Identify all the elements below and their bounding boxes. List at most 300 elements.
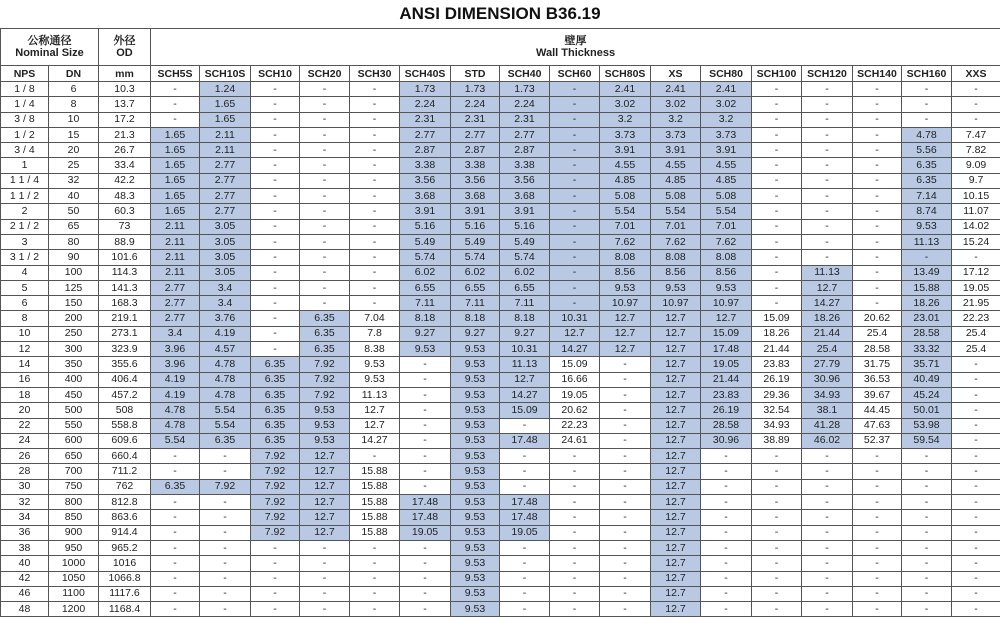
- table-cell: -: [701, 586, 752, 601]
- table-cell: -: [251, 540, 300, 555]
- table-cell: -: [752, 479, 802, 494]
- table-cell: -: [853, 479, 902, 494]
- table-cell: 20: [49, 143, 99, 158]
- table-row: [1, 433, 1000, 448]
- table-cell: 7.82: [952, 143, 1000, 158]
- table-cell: 9.53: [350, 372, 400, 387]
- table-row: [1, 234, 1000, 249]
- table-cell: -: [550, 556, 600, 571]
- table-cell: -: [752, 556, 802, 571]
- table-cell: -: [802, 510, 853, 525]
- table-cell: 9.53: [400, 342, 451, 357]
- table-cell: 2.77: [151, 280, 200, 295]
- table-row: [1, 296, 1000, 311]
- table-cell: 10.3: [99, 82, 151, 97]
- table-cell: -: [853, 234, 902, 249]
- table-row: [1, 586, 1000, 601]
- table-cell: -: [500, 449, 550, 464]
- table-cell: 22.23: [952, 311, 1000, 326]
- table-cell: -: [752, 464, 802, 479]
- table-cell: 40.49: [902, 372, 952, 387]
- table-cell: 12.7: [300, 464, 350, 479]
- table-cell: -: [400, 479, 451, 494]
- table-cell: -: [802, 143, 853, 158]
- table-cell: 6.35: [902, 158, 952, 173]
- table-cell: -: [300, 540, 350, 555]
- table-cell: 7.01: [701, 219, 752, 234]
- table-cell: 6.35: [151, 479, 200, 494]
- table-cell: -: [251, 82, 300, 97]
- table-cell: -: [752, 158, 802, 173]
- table-cell: 12.7: [300, 449, 350, 464]
- table-cell: 6.35: [300, 342, 350, 357]
- table-cell: -: [752, 586, 802, 601]
- table-cell: 1066.8: [99, 571, 151, 586]
- table-cell: -: [350, 280, 400, 295]
- table-cell: 10.31: [550, 311, 600, 326]
- table-cell: 500: [49, 403, 99, 418]
- table-cell: -: [952, 556, 1000, 571]
- table-cell: 5.08: [701, 189, 752, 204]
- table-cell: -: [251, 556, 300, 571]
- table-cell: -: [902, 112, 952, 127]
- table-cell: -: [752, 280, 802, 295]
- table-cell: -: [752, 495, 802, 510]
- table-cell: -: [251, 219, 300, 234]
- table-cell: 26.7: [99, 143, 151, 158]
- table-cell: 9.53: [300, 433, 350, 448]
- table-cell: 9.53: [651, 280, 701, 295]
- table-cell: 1.24: [200, 82, 251, 97]
- table-cell: 23.83: [752, 357, 802, 372]
- table-cell: -: [300, 158, 350, 173]
- nominal-size-zh: 公称通径: [27, 35, 72, 47]
- table-cell: 5.54: [200, 418, 251, 433]
- table-cell: -: [350, 234, 400, 249]
- table-cell: 812.8: [99, 495, 151, 510]
- table-cell: -: [251, 280, 300, 295]
- table-cell: -: [300, 602, 350, 617]
- table-cell: 3.76: [200, 311, 251, 326]
- table-cell: -: [350, 204, 400, 219]
- table-row: [1, 510, 1000, 525]
- table-cell: -: [300, 189, 350, 204]
- table-cell: -: [350, 127, 400, 142]
- table-cell: -: [902, 495, 952, 510]
- table-cell: 4.78: [200, 372, 251, 387]
- table-cell: 9.53: [451, 540, 500, 555]
- table-cell: 12.7: [300, 525, 350, 540]
- table-cell: 3.2: [600, 112, 651, 127]
- table-cell: -: [251, 143, 300, 158]
- table-row: [1, 112, 1000, 127]
- table-cell: 7.92: [251, 449, 300, 464]
- table-cell: -: [300, 204, 350, 219]
- column-header-sch140: SCH140: [853, 66, 902, 82]
- table-cell: 11.13: [902, 234, 952, 249]
- table-cell: 7.92: [251, 525, 300, 540]
- table-cell: -: [752, 189, 802, 204]
- table-row: [1, 311, 1000, 326]
- table-cell: -: [200, 495, 251, 510]
- table-cell: -: [251, 204, 300, 219]
- table-cell: 19.05: [550, 387, 600, 402]
- table-cell: -: [350, 143, 400, 158]
- table-cell: 2.77: [200, 189, 251, 204]
- table-cell: 4.85: [651, 173, 701, 188]
- table-cell: 4.78: [902, 127, 952, 142]
- table-cell: 31.75: [853, 357, 902, 372]
- table-cell: 3.05: [200, 265, 251, 280]
- nominal-size-header: [1, 29, 99, 66]
- table-cell: -: [300, 586, 350, 601]
- table-cell: -: [251, 158, 300, 173]
- table-cell: -: [701, 495, 752, 510]
- table-cell: 100: [49, 265, 99, 280]
- table-cell: 7.62: [600, 234, 651, 249]
- table-cell: 3.68: [451, 189, 500, 204]
- table-cell: 21.44: [701, 372, 752, 387]
- table-cell: -: [853, 602, 902, 617]
- table-cell: 2.77: [200, 204, 251, 219]
- table-cell: 150: [49, 296, 99, 311]
- table-cell: 19.05: [701, 357, 752, 372]
- table-cell: -: [550, 250, 600, 265]
- table-cell: 17.48: [701, 342, 752, 357]
- table-cell: 2.11: [151, 265, 200, 280]
- table-cell: 125: [49, 280, 99, 295]
- table-cell: 12.7: [500, 372, 550, 387]
- table-cell: -: [200, 556, 251, 571]
- table-cell: 3.4: [151, 326, 200, 341]
- table-cell: 12.7: [350, 418, 400, 433]
- table-cell: 9.53: [451, 342, 500, 357]
- table-cell: -: [400, 602, 451, 617]
- table-cell: 7.92: [300, 387, 350, 402]
- table-cell: -: [600, 571, 651, 586]
- table-cell: -: [853, 495, 902, 510]
- table-cell: -: [200, 571, 251, 586]
- table-cell: 5.08: [651, 189, 701, 204]
- table-cell: -: [550, 234, 600, 249]
- table-cell: -: [752, 82, 802, 97]
- table-cell: 6.35: [251, 387, 300, 402]
- table-cell: 12.7: [651, 525, 701, 540]
- table-cell: 47.63: [853, 418, 902, 433]
- table-cell: 1.65: [151, 127, 200, 142]
- table-cell: -: [853, 296, 902, 311]
- table-cell: -: [350, 173, 400, 188]
- column-header-xs: XS: [651, 66, 701, 82]
- table-cell: 2.11: [151, 234, 200, 249]
- wall-thickness-zh: 壁厚: [564, 35, 587, 47]
- table-cell: -: [853, 464, 902, 479]
- table-cell: 7.14: [902, 189, 952, 204]
- table-cell: 25.4: [952, 326, 1000, 341]
- table-cell: 36: [1, 525, 49, 540]
- table-cell: 17.48: [500, 510, 550, 525]
- table-row: [1, 372, 1000, 387]
- table-cell: 7.04: [350, 311, 400, 326]
- table-cell: -: [952, 433, 1000, 448]
- table-cell: 4.78: [200, 387, 251, 402]
- table-cell: -: [952, 571, 1000, 586]
- table-cell: -: [752, 127, 802, 142]
- table-cell: 30.96: [701, 433, 752, 448]
- table-cell: 9.53: [300, 418, 350, 433]
- table-cell: 2.77: [451, 127, 500, 142]
- table-cell: 12.7: [651, 602, 701, 617]
- table-cell: -: [400, 540, 451, 555]
- table-cell: 28: [1, 464, 49, 479]
- table-cell: -: [151, 540, 200, 555]
- table-cell: -: [701, 525, 752, 540]
- table-cell: -: [902, 464, 952, 479]
- table-cell: -: [802, 82, 853, 97]
- table-cell: -: [902, 586, 952, 601]
- table-cell: 8.08: [651, 250, 701, 265]
- table-cell: -: [853, 97, 902, 112]
- table-cell: 8.74: [902, 204, 952, 219]
- table-cell: 7.92: [251, 479, 300, 494]
- table-cell: -: [550, 479, 600, 494]
- table-cell: 30.96: [802, 372, 853, 387]
- table-cell: -: [550, 219, 600, 234]
- table-cell: -: [151, 525, 200, 540]
- table-cell: 48: [1, 602, 49, 617]
- table-cell: 7.62: [651, 234, 701, 249]
- table-cell: 9.53: [451, 387, 500, 402]
- table-row: [1, 127, 1000, 142]
- table-cell: 26: [1, 449, 49, 464]
- table-cell: -: [500, 540, 550, 555]
- table-cell: -: [350, 265, 400, 280]
- wall-thickness-en: Wall Thickness: [536, 47, 616, 59]
- table-cell: 11.07: [952, 204, 1000, 219]
- table-cell: 8.08: [600, 250, 651, 265]
- table-cell: -: [400, 387, 451, 402]
- table-cell: -: [151, 602, 200, 617]
- table-cell: 1050: [49, 571, 99, 586]
- table-cell: 33.4: [99, 158, 151, 173]
- column-header-sch20: SCH20: [300, 66, 350, 82]
- table-cell: -: [802, 602, 853, 617]
- table-cell: 9.53: [451, 403, 500, 418]
- table-row: [1, 418, 1000, 433]
- table-cell: 2.11: [200, 143, 251, 158]
- table-cell: -: [853, 173, 902, 188]
- table-cell: -: [853, 556, 902, 571]
- table-cell: 12.7: [802, 280, 853, 295]
- table-cell: 400: [49, 372, 99, 387]
- table-cell: 12.7: [600, 311, 651, 326]
- table-cell: 4.57: [200, 342, 251, 357]
- table-cell: -: [300, 250, 350, 265]
- od-en: OD: [116, 47, 133, 59]
- table-cell: 10.97: [701, 296, 752, 311]
- table-cell: -: [701, 510, 752, 525]
- table-cell: -: [600, 495, 651, 510]
- table-cell: 12.7: [651, 556, 701, 571]
- table-cell: -: [952, 82, 1000, 97]
- table-cell: 3.56: [451, 173, 500, 188]
- table-cell: 12.7: [350, 403, 400, 418]
- table-cell: 9.53: [451, 357, 500, 372]
- table-cell: 1 / 2: [1, 127, 49, 142]
- table-cell: -: [902, 250, 952, 265]
- table-cell: -: [952, 418, 1000, 433]
- table-cell: 15.09: [752, 311, 802, 326]
- table-cell: -: [802, 112, 853, 127]
- table-cell: 2.24: [500, 97, 550, 112]
- table-cell: 101.6: [99, 250, 151, 265]
- table-cell: -: [350, 296, 400, 311]
- table-cell: 12.7: [651, 403, 701, 418]
- table-cell: 863.6: [99, 510, 151, 525]
- dimension-table: [0, 28, 1000, 617]
- column-header-sch80s: SCH80S: [600, 66, 651, 82]
- table-cell: 5.54: [151, 433, 200, 448]
- column-header-sch30: SCH30: [350, 66, 400, 82]
- table-cell: 35.71: [902, 357, 952, 372]
- table-cell: 13.49: [902, 265, 952, 280]
- table-cell: -: [300, 112, 350, 127]
- table-cell: -: [550, 265, 600, 280]
- table-cell: -: [853, 571, 902, 586]
- table-cell: 29.36: [752, 387, 802, 402]
- table-cell: -: [151, 495, 200, 510]
- table-cell: -: [802, 97, 853, 112]
- table-cell: 8.56: [600, 265, 651, 280]
- column-header-sch80: SCH80: [701, 66, 752, 82]
- table-cell: -: [853, 525, 902, 540]
- table-cell: 14.02: [952, 219, 1000, 234]
- table-row: [1, 280, 1000, 295]
- table-cell: 8.56: [701, 265, 752, 280]
- table-cell: 1.73: [500, 82, 550, 97]
- table-cell: 2.31: [451, 112, 500, 127]
- table-cell: 5.74: [500, 250, 550, 265]
- table-cell: 80: [49, 234, 99, 249]
- table-cell: -: [251, 326, 300, 341]
- table-cell: -: [802, 189, 853, 204]
- table-cell: -: [752, 449, 802, 464]
- table-cell: -: [952, 510, 1000, 525]
- table-cell: -: [853, 250, 902, 265]
- table-cell: -: [550, 510, 600, 525]
- table-cell: 5.56: [902, 143, 952, 158]
- table-cell: -: [550, 158, 600, 173]
- table-cell: 4.55: [600, 158, 651, 173]
- column-header-sch120: SCH120: [802, 66, 853, 82]
- table-cell: 1000: [49, 556, 99, 571]
- table-cell: 5.49: [400, 234, 451, 249]
- table-cell: -: [752, 510, 802, 525]
- table-cell: 660.4: [99, 449, 151, 464]
- table-cell: 1.65: [151, 143, 200, 158]
- table-cell: 22: [1, 418, 49, 433]
- table-cell: 1 1 / 4: [1, 173, 49, 188]
- table-cell: 8.18: [400, 311, 451, 326]
- table-cell: -: [952, 479, 1000, 494]
- table-cell: 88.9: [99, 234, 151, 249]
- table-cell: 2.31: [500, 112, 550, 127]
- table-cell: 1 / 8: [1, 82, 49, 97]
- table-cell: 10.15: [952, 189, 1000, 204]
- table-cell: -: [902, 540, 952, 555]
- table-cell: 5.16: [400, 219, 451, 234]
- table-cell: 5.16: [451, 219, 500, 234]
- table-cell: 8.18: [451, 311, 500, 326]
- table-cell: 3.38: [451, 158, 500, 173]
- table-cell: 114.3: [99, 265, 151, 280]
- table-cell: 2.24: [451, 97, 500, 112]
- table-cell: -: [853, 82, 902, 97]
- table-cell: 15.09: [701, 326, 752, 341]
- table-cell: 9.53: [902, 219, 952, 234]
- table-cell: 10: [1, 326, 49, 341]
- table-cell: -: [802, 219, 853, 234]
- table-cell: 4.19: [200, 326, 251, 341]
- table-cell: 3.4: [200, 296, 251, 311]
- table-cell: 40: [49, 189, 99, 204]
- table-cell: 21.44: [802, 326, 853, 341]
- table-cell: 12.7: [651, 372, 701, 387]
- table-cell: 7.62: [701, 234, 752, 249]
- table-cell: 2.77: [500, 127, 550, 142]
- table-cell: -: [500, 586, 550, 601]
- table-cell: 7.92: [300, 372, 350, 387]
- table-cell: 59.54: [902, 433, 952, 448]
- table-cell: 12.7: [701, 311, 752, 326]
- table-cell: 9.53: [451, 495, 500, 510]
- table-cell: -: [400, 449, 451, 464]
- table-cell: 600: [49, 433, 99, 448]
- table-cell: 14.27: [550, 342, 600, 357]
- table-cell: -: [952, 97, 1000, 112]
- table-cell: -: [550, 571, 600, 586]
- table-row: [1, 571, 1000, 586]
- column-header-row: [1, 66, 1000, 82]
- table-cell: 42.2: [99, 173, 151, 188]
- table-cell: -: [151, 97, 200, 112]
- table-cell: 15.88: [350, 479, 400, 494]
- table-cell: 15: [49, 127, 99, 142]
- table-row: [1, 326, 1000, 341]
- table-cell: 53.98: [902, 418, 952, 433]
- table-cell: 17.48: [400, 510, 451, 525]
- table-cell: -: [853, 127, 902, 142]
- table-cell: 1.65: [200, 97, 251, 112]
- table-cell: 9.53: [451, 464, 500, 479]
- table-cell: 11.13: [350, 387, 400, 402]
- table-cell: -: [200, 449, 251, 464]
- table-cell: -: [853, 112, 902, 127]
- table-cell: -: [200, 464, 251, 479]
- table-cell: 9.27: [500, 326, 550, 341]
- table-cell: 914.4: [99, 525, 151, 540]
- table-cell: -: [251, 189, 300, 204]
- table-cell: 9.09: [952, 158, 1000, 173]
- table-cell: 52.37: [853, 433, 902, 448]
- table-cell: 5.16: [500, 219, 550, 234]
- table-cell: 5.54: [651, 204, 701, 219]
- table-cell: -: [350, 586, 400, 601]
- table-cell: 16.66: [550, 372, 600, 387]
- table-cell: 1.65: [200, 112, 251, 127]
- table-cell: -: [802, 234, 853, 249]
- table-row: [1, 158, 1000, 173]
